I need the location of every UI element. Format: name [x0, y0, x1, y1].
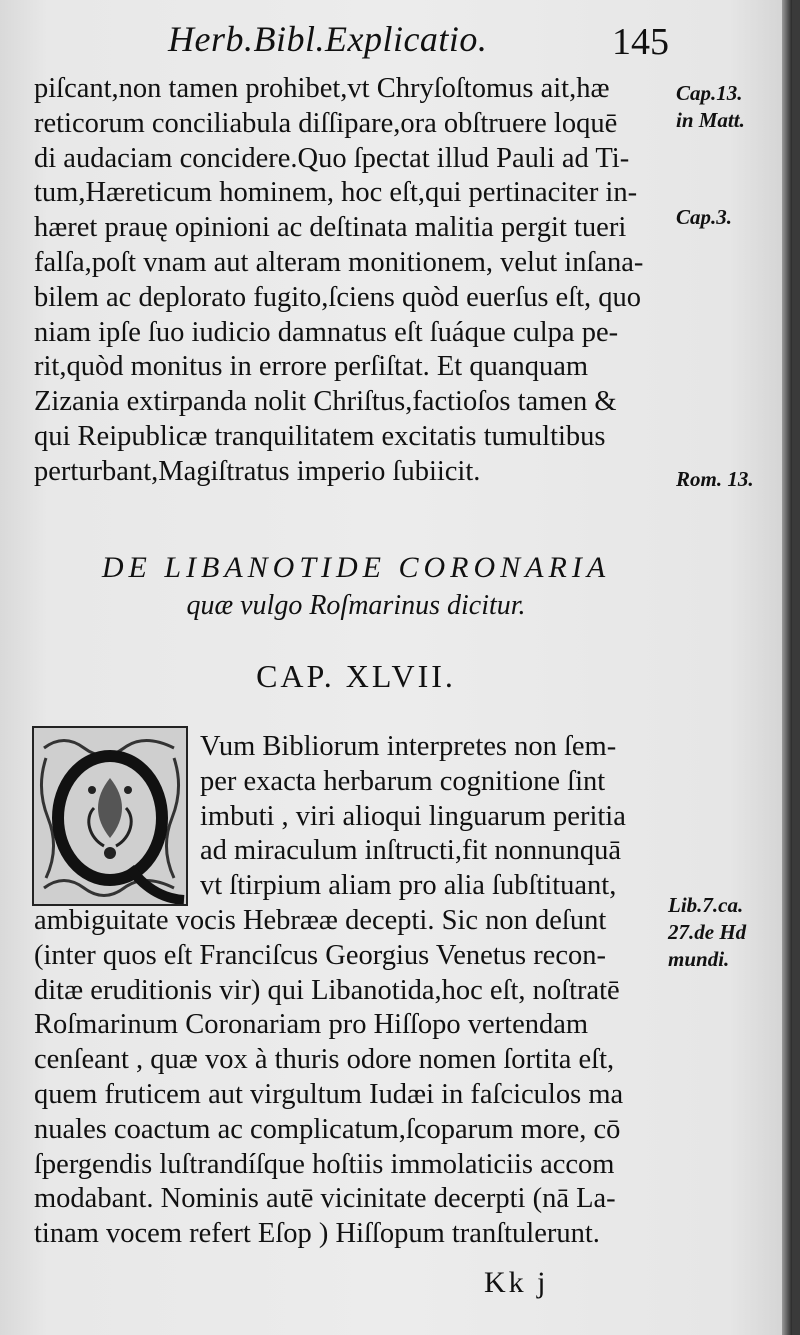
ornament-icon [34, 728, 186, 904]
text-line: bilem ac deplorato fugito,ſciens quòd euerſus eſt, quo [34, 281, 642, 313]
text-line: reticorum conciliabula diſſipare,ora obſtruere loquē [34, 107, 618, 139]
margin-note-line: mundi. [668, 947, 730, 971]
decorated-initial [32, 726, 188, 906]
text-line: falſa,poſt vnam aut alteram monitionem, velut inſana- [34, 246, 644, 278]
text-line: nuales coactum ac complicatum,ſcoparum more, cō [34, 1113, 621, 1145]
text-line: modabant. Nominis autē vicinitate decerpti (nā La- [34, 1183, 616, 1215]
text-line: perturbant,Magiſtratus imperio ſubiicit. [34, 455, 481, 487]
text-line: hæret prauę opinioni ac deſtinata malitia pergit tueri [34, 212, 627, 244]
page-edge-shadow [782, 0, 792, 1335]
page-number: 145 [612, 21, 669, 63]
chapter-subheading: quæ vulgo Roſmarinus dicitur. [186, 590, 526, 621]
text-line: piſcant,non tamen prohibet,vt Chryſoſtomus ait,hæ [34, 73, 610, 104]
margin-note-matthew [676, 80, 745, 134]
initial-paragraph-lines [200, 730, 666, 904]
signature-mark: Kk j [484, 1266, 549, 1299]
text-line: Vum Bibliorum interpretes non ſem- [200, 731, 617, 762]
margin-note-reference [668, 892, 746, 973]
text-line: tum,Hæreticum hominem, hoc eſt,qui pertinaciter in- [34, 177, 638, 209]
text-line: tinam vocem refert Eſop ) Hiſſopum tranſtulerunt. [34, 1218, 600, 1250]
text-line: Zizania extirpanda nolit Chriſtus,factioſos tamen & [34, 386, 617, 418]
text-line: (inter quos eſt Franciſcus Georgius Venetus recon- [34, 939, 606, 971]
chapter-number: CAP. XLVII. [256, 658, 456, 694]
text-line: rit,quòd monitus in errore perſiſtat. Et quanquam [34, 351, 589, 383]
text-line: ambiguitate vocis Hebrææ decepti. Sic non deſunt [34, 905, 607, 936]
paragraph-1 [34, 72, 666, 490]
chapter-heading: DE LIBANOTIDE CORONARIA [101, 551, 611, 584]
running-head: Herb.Bibl.Explicatio. [168, 19, 488, 59]
text-line: Roſmarinum Coronariam pro Hiſſopo vertendam [34, 1009, 589, 1041]
text-line: ditæ eruditionis vir) qui Libanotida,hoc eſt, noſtratē [34, 974, 620, 1006]
margin-note-line: in Matt. [676, 108, 745, 132]
text-line: niam ipſe ſuo iudicio damnatus eſt ſuáque culpa pe- [34, 316, 619, 348]
text-line: imbuti , viri alioqui linguarum peritia [200, 800, 626, 832]
text-line: quem fruticem aut virgultum Iudæi in faſciculos ma [34, 1078, 624, 1110]
text-line: qui Reipublicæ tranquilitatem excitatis tumultibus [34, 420, 606, 452]
margin-note-line: Cap.13. [676, 81, 743, 105]
paragraph-2 [34, 904, 666, 1252]
margin-note-titus: Cap.3. [676, 205, 733, 229]
text-line: per exacta herbarum cognitione ſint [200, 765, 606, 797]
text-line: vt ſtirpium aliam pro alia ſubſtituant, [200, 870, 617, 902]
text-line: ad miraculum inſtructi,fit nonnunquā [200, 835, 622, 867]
margin-note-line: 27.de Hd [668, 920, 747, 944]
margin-note-line: Lib.7.ca. [668, 893, 744, 917]
text-line: ſpergendis luſtrandíſque hoſtiis immolaticiis accom [34, 1148, 615, 1180]
margin-note-romans: Rom. 13. [676, 467, 754, 491]
text-line: cenſeant , quæ vox à thuris odore nomen ſortita eſt, [34, 1044, 615, 1076]
text-line: di audaciam concidere.Quo ſpectat illud Pauli ad Ti- [34, 142, 630, 174]
